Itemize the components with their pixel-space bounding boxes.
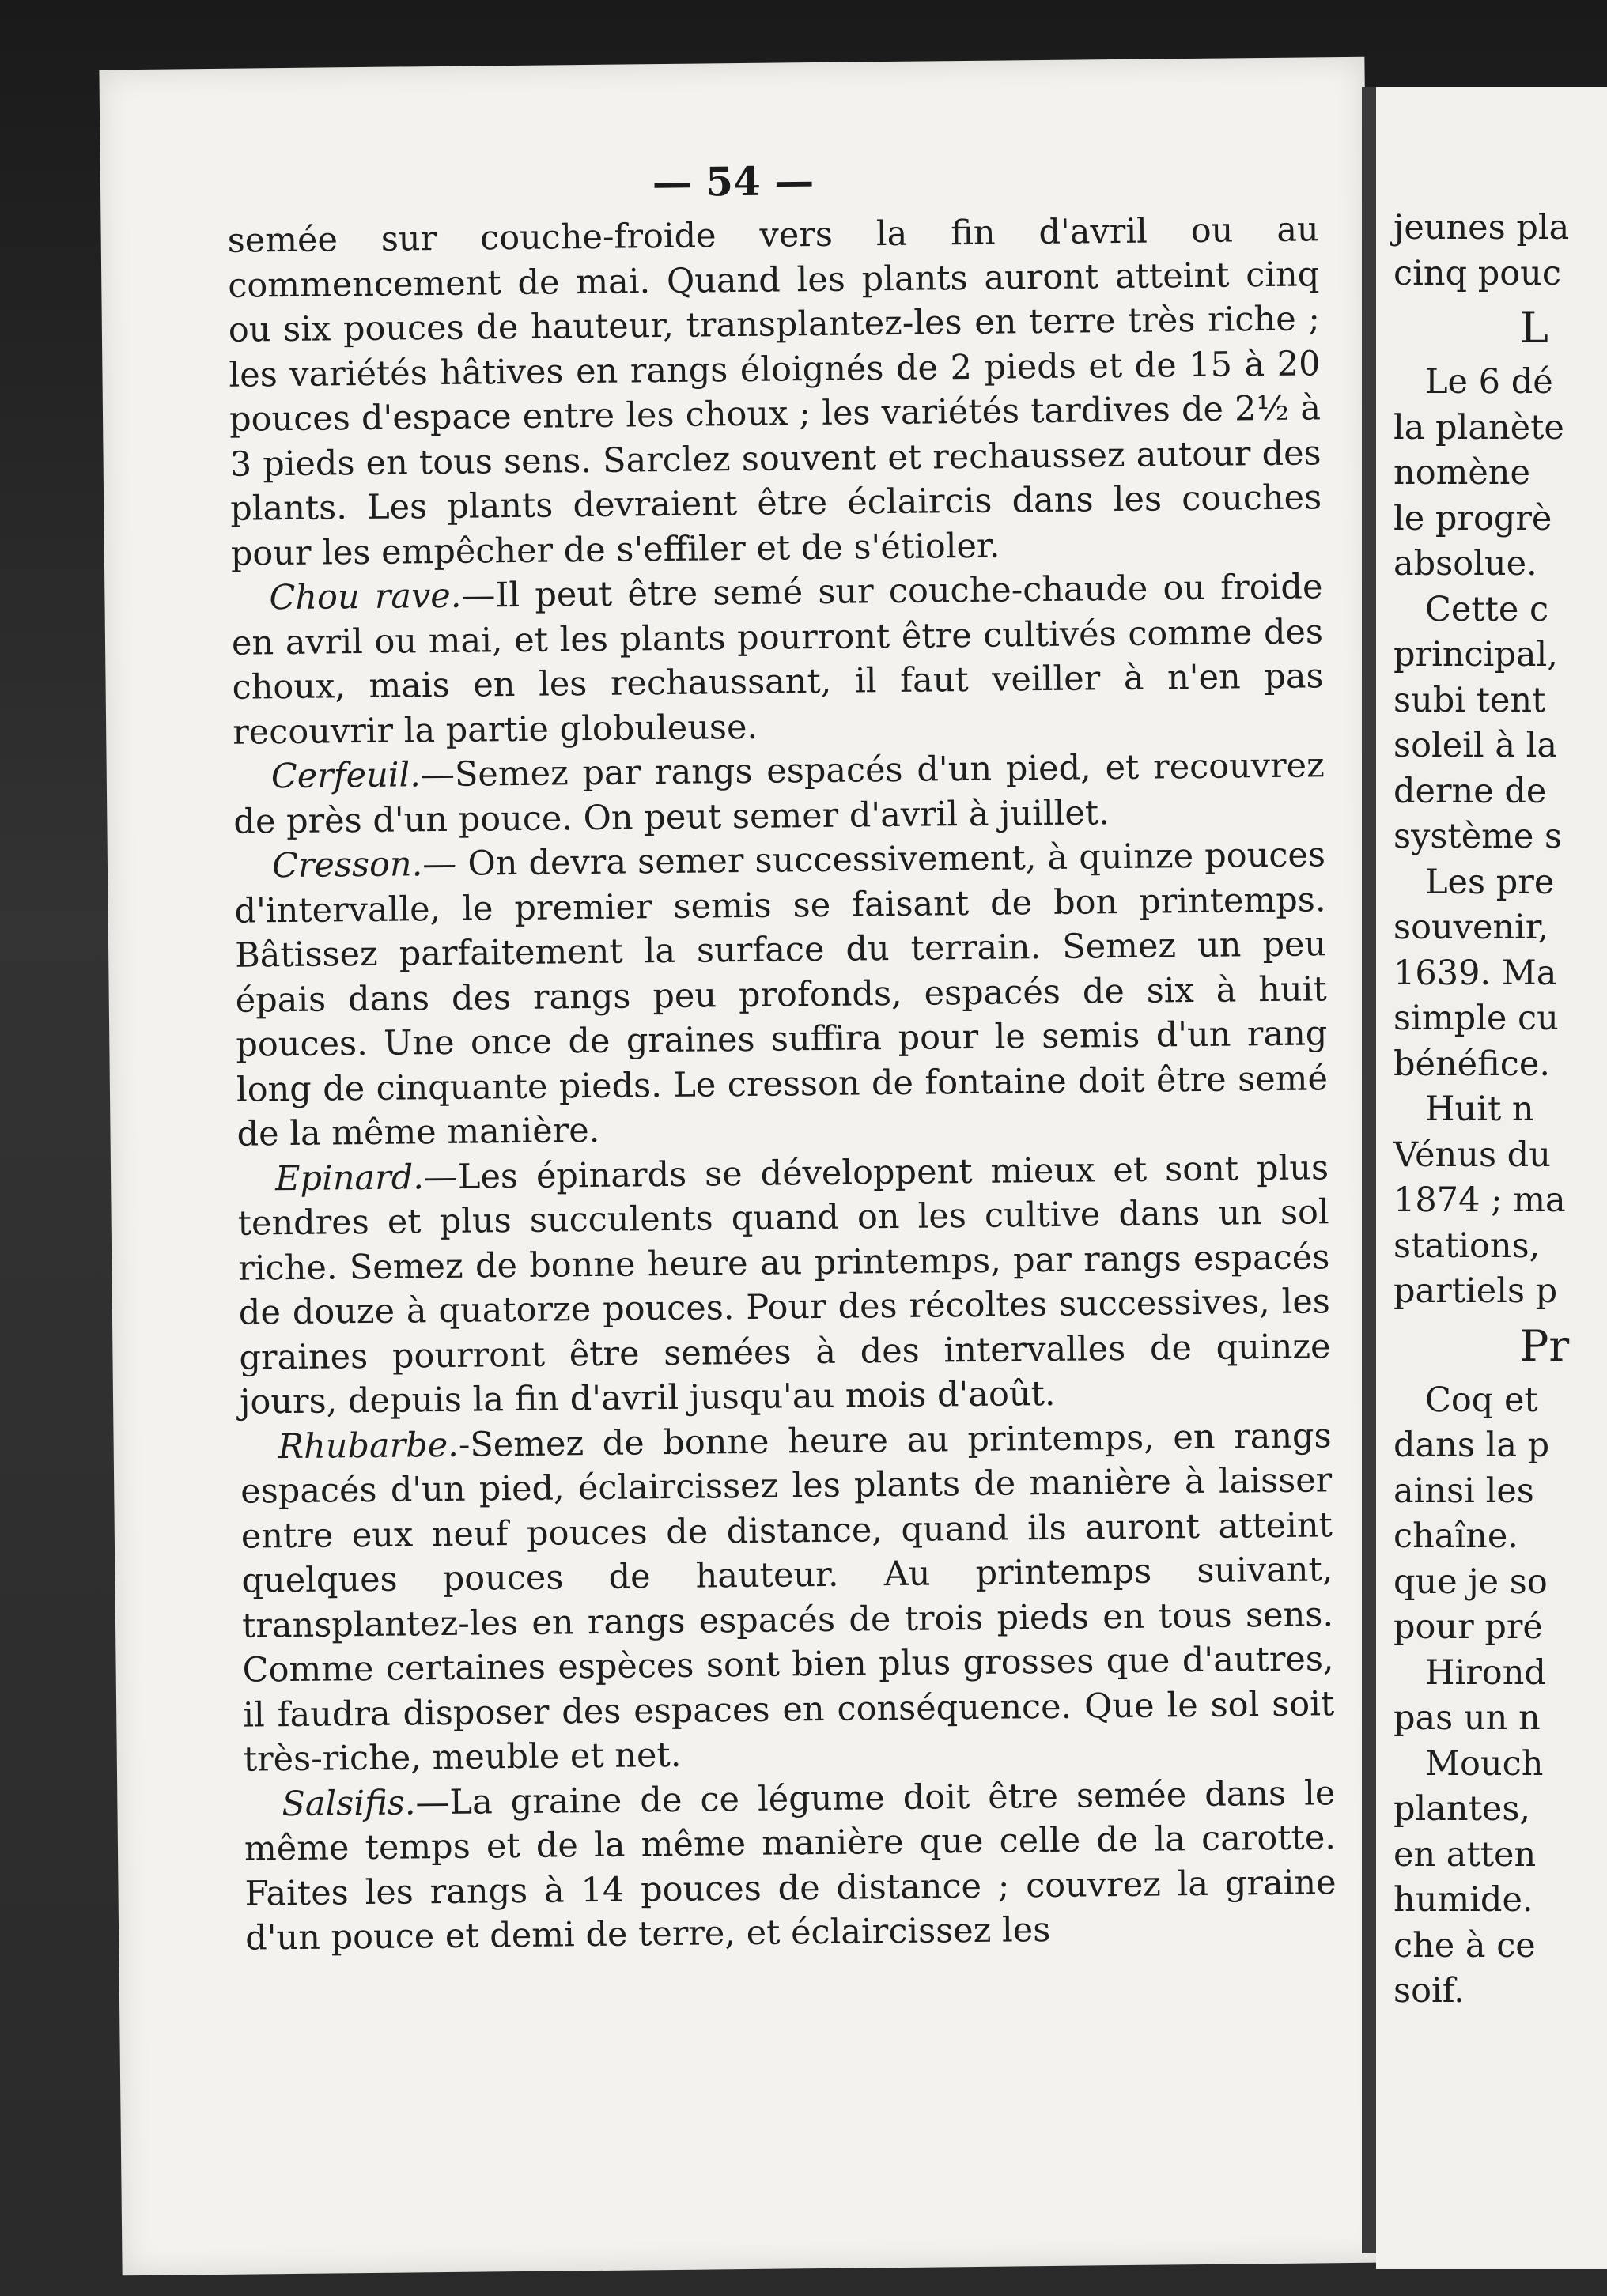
paragraph xyxy=(227,207,1322,576)
body-text xyxy=(227,207,1337,1961)
entry-heading: Rhubarbe. xyxy=(278,1425,459,1467)
text-line: pour pré xyxy=(1393,1607,1543,1647)
text-line: stations, xyxy=(1393,1225,1541,1266)
text-line: Mouch xyxy=(1425,1743,1544,1784)
text-line: bénéfice. xyxy=(1393,1044,1550,1084)
entry-heading: Cerfeuil. xyxy=(270,755,422,797)
text-line: 1874 ; ma xyxy=(1393,1180,1566,1220)
text-line: cinq pouc xyxy=(1393,253,1561,293)
text-line: soif. xyxy=(1393,1971,1465,2011)
text-line: Le 6 dé xyxy=(1425,362,1553,402)
page-gutter xyxy=(1362,87,1376,2253)
paragraph-text: —La graine de ce légume doit être semée dans le même temps et de la même manière que celle de la carotte. Faites les rangs à 14 pouces de distance ; couvrez la graine d'un pouce et demi de terre, et éclaircissez les xyxy=(244,1773,1337,1958)
text-line: en atten xyxy=(1393,1834,1537,1875)
text-line: subi tent xyxy=(1393,680,1546,720)
text-line: absolue. xyxy=(1393,544,1537,583)
text-line: la planète xyxy=(1393,407,1564,447)
text-line: simple cu xyxy=(1393,999,1559,1038)
entry-heading: Epinard. xyxy=(274,1157,425,1199)
section-heading: Pr xyxy=(1520,1320,1570,1371)
text-line: Cette c xyxy=(1425,589,1549,629)
text-line: nomène xyxy=(1393,453,1530,493)
text-line: Hirond xyxy=(1425,1652,1546,1693)
text-line: chaîne. xyxy=(1393,1516,1518,1556)
text-line: Les pre xyxy=(1425,862,1555,902)
paragraph xyxy=(237,1146,1331,1425)
entry-heading: Salsifis. xyxy=(282,1782,416,1824)
section-heading: L xyxy=(1520,303,1548,353)
left-page xyxy=(99,57,1387,2276)
text-line: souvenir, xyxy=(1393,908,1549,947)
paragraph-text: semée sur couche-froide vers la fin d'avril ou au commencement de mai. Quand les plants auront atteint cinq ou six pouces de hauteur, transplantez-les en terre très riche ; les variétés hâtives en rangs éloignés de 2 pieds et de 15 à 20 pouces d'espace entre les choux ; les variétés tardives de 2½ à 3 pieds en tous sens. Sarclez souvent et rechaussez autour des plants. Les plants devraient être éclaircis dans les couches pour les empêcher de s'effiler et de s'étioler. xyxy=(227,210,1322,574)
right-page xyxy=(1376,87,1607,2269)
entry-heading: Cresson. xyxy=(271,844,423,886)
text-line: partiels p xyxy=(1393,1271,1558,1311)
text-line: soleil à la xyxy=(1393,726,1558,765)
text-line: principal, xyxy=(1393,635,1558,674)
entry-heading: Chou rave. xyxy=(269,576,462,618)
right-page-text xyxy=(1393,206,1607,2015)
text-line: Coq et xyxy=(1425,1380,1538,1420)
text-line: pas un n xyxy=(1393,1698,1541,1738)
paragraph-text: —Les épinards se développent mieux et sont plus tendres et plus succulents quand on les cultive dans un sol riche. Semez de bonne heure au printemps, par rangs espacés de douze à quatorze pouces. Pour des récoltes successives, les graines pourront être semées à des intervalles de quinze jours, depuis la fin d'avril jusqu'au mois d'août. xyxy=(237,1147,1331,1422)
paragraph xyxy=(231,565,1324,754)
paragraph-text: -Semez de bonne heure au printemps, en rangs espacés d'un pied, éclaircissez les plants de manière à laisser entre eux neuf pouces de distance, quand ils auront atteint quelques pouces de hauteur. Au printemps suivant, transplantez-les en rangs espacés de trois pieds en tous sens. Comme certaines espèces sont bien plus grosses que d'autres, il faudra disposer des espaces en conséquence. Que le sol soit très-riche, meuble et net. xyxy=(240,1415,1335,1780)
paragraph-text: — On devra semer successivement, à quinze pouces d'intervalle, le premier semis se faisant de bon printemps. Bâtissez parfaitement la surface du terrain. Semez un peu épais dans des rangs peu profonds, espacés de six à huit pouces. Une once de graines suffira pour le semis d'un rang long de cinquante pieds. Le cresson de fontaine doit être semé de la même manière. xyxy=(234,835,1329,1154)
text-line: 1639. Ma xyxy=(1393,953,1557,993)
paragraph xyxy=(233,743,1325,844)
text-line: plantes, xyxy=(1393,1789,1531,1829)
text-line: système s xyxy=(1393,817,1563,856)
paragraph xyxy=(240,1414,1335,1782)
paragraph-text: —Semez par rangs espacés d'un pied, et recouvrez de près d'un pouce. On peut semer d'avril à juillet. xyxy=(233,746,1325,842)
text-line: ainsi les xyxy=(1393,1471,1534,1511)
text-line: Huit n xyxy=(1425,1089,1534,1129)
paragraph xyxy=(234,833,1329,1157)
text-line: che à ce xyxy=(1393,1925,1536,1966)
text-line: derne de xyxy=(1393,771,1547,811)
text-line: Vénus du xyxy=(1393,1135,1551,1175)
paragraph xyxy=(244,1771,1337,1961)
text-line: le progrè xyxy=(1393,498,1552,538)
text-line: humide. xyxy=(1393,1880,1533,1920)
text-line: jeunes pla xyxy=(1393,208,1570,247)
page-number: — 54 — xyxy=(652,157,815,206)
paragraph-text: —Il peut être semé sur couche-chaude ou froide en avril ou mai, et les plants pourront être cultivés comme des choux, mais en les rechaussant, il faut veiller à n'en pas recouvrir la partie globuleuse. xyxy=(231,567,1324,753)
text-line: que je so xyxy=(1393,1562,1548,1602)
text-line: dans la p xyxy=(1393,1426,1550,1465)
